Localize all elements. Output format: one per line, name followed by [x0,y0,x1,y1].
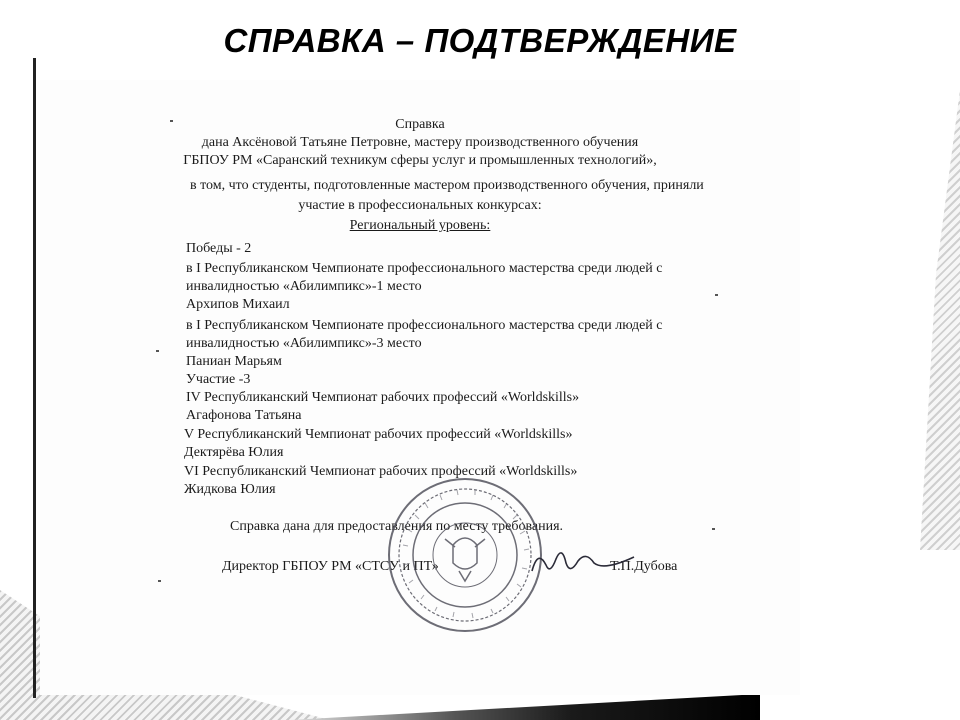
doc-line: Паниан Марьям [186,354,282,369]
doc-director-name: Т.П.Дубова [610,559,678,574]
scan-speck [156,350,159,352]
doc-line: Дектярёва Юлия [184,445,284,460]
doc-line: в I Республиканском Чемпионате профессионального мастерства среди людей с [186,318,663,333]
doc-intro-line: дана Аксёновой Татьяне Петровне, мастеру производственного обучения [201,135,639,150]
scanned-certificate [40,80,800,695]
doc-line: инвалидностью «Абилимпикс»-1 место [186,279,422,294]
doc-intro-line: в том, что студенты, подготовленные мастером производственного обучения, приняли [190,178,704,193]
side-hatch-decoration [920,90,960,550]
doc-line: Жидкова Юлия [184,482,276,497]
scan-speck [158,580,161,582]
doc-intro-line: ГБПОУ РМ «Саранский техникум сферы услуг и промышленных технологий», [183,153,657,168]
doc-line: Архипов Михаил [186,297,290,312]
doc-line: Победы - 2 [186,241,252,256]
scan-speck [712,528,715,530]
doc-line: в I Республиканском Чемпионате профессионального мастерства среди людей с [186,261,663,276]
scan-speck [170,120,173,122]
doc-heading: Справка [395,117,445,132]
doc-closing: Справка дана для предоставления по месту требования. [230,519,564,534]
bottom-wedge-decoration [290,694,760,720]
official-seal-icon [385,475,545,635]
signature-icon [528,545,638,585]
doc-intro-line: участие в профессиональных конкурсах: [298,198,542,213]
slide-title: СПРАВКА – ПОДТВЕРЖДЕНИЕ [223,22,737,59]
doc-line: Участие -3 [186,372,251,387]
doc-line: IV Республиканский Чемпионат рабочих профессий «Worldskills» [186,390,580,405]
doc-line: инвалидностью «Абилимпикс»-3 место [186,336,422,351]
doc-line: Агафонова Татьяна [186,408,302,423]
doc-line: VI Республиканский Чемпионат рабочих профессий «Worldskills» [184,464,578,479]
scan-speck [715,294,718,296]
doc-line: V Республиканский Чемпионат рабочих профессий «Worldskills» [184,427,573,442]
doc-director-label: Директор ГБПОУ РМ «СТСУ и ПТ» [222,559,439,574]
left-frame-line [33,58,36,698]
doc-level: Региональный уровень: [349,218,491,233]
